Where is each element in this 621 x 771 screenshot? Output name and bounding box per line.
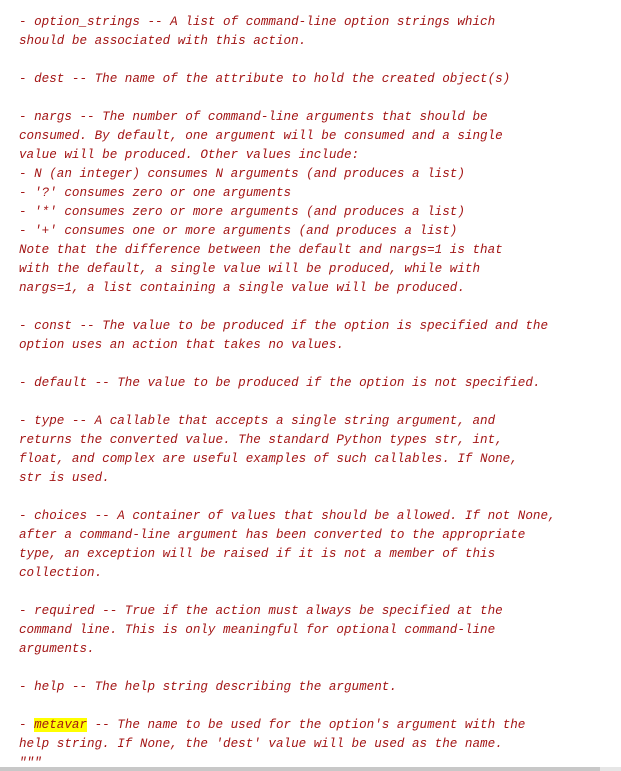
horizontal-scrollbar[interactable] xyxy=(0,767,621,771)
code-line: Note that the difference between the default and nargs=1 is that xyxy=(19,243,503,257)
code-line: float, and complex are useful examples of such callables. If None, xyxy=(19,452,518,466)
scrollbar-thumb[interactable] xyxy=(0,767,600,771)
code-line xyxy=(19,298,556,317)
code-line: value will be produced. Other values include: xyxy=(19,148,360,162)
code-line: - option_strings -- A list of command-line option strings which xyxy=(19,15,496,29)
code-line: - default -- The value to be produced if the option is not specified. xyxy=(19,376,541,390)
code-line: consumed. By default, one argument will be consumed and a single xyxy=(19,129,503,143)
search-highlight: metavar xyxy=(34,718,88,732)
code-line: - '*' consumes zero or more arguments (and produces a list) xyxy=(19,205,465,219)
code-line: type, an exception will be raised if it is not a member of this xyxy=(19,547,496,561)
code-line xyxy=(19,697,556,716)
code-line: - const -- The value to be produced if the option is specified and the xyxy=(19,319,549,333)
code-line: command line. This is only meaningful for optional command-line xyxy=(19,623,496,637)
code-line: should be associated with this action. xyxy=(19,34,307,48)
code-line xyxy=(19,488,556,507)
code-line: after a command-line argument has been converted to the appropriate xyxy=(19,528,526,542)
code-line-rest: -- The name to be used for the option's argument with the xyxy=(87,718,526,732)
code-line: collection. xyxy=(19,566,103,580)
code-line: help string. If None, the 'dest' value will be used as the name. xyxy=(19,737,503,751)
code-line: - '?' consumes zero or one arguments xyxy=(19,186,292,200)
code-line xyxy=(19,393,556,412)
code-line: - help -- The help string describing the argument. xyxy=(19,680,397,694)
code-line-metavar xyxy=(19,716,556,735)
code-line xyxy=(19,659,556,678)
code-line: str is used. xyxy=(19,471,110,485)
code-line: """ xyxy=(19,756,42,767)
code-line: - required -- True if the action must always be specified at the xyxy=(19,604,503,618)
code-line: - N (an integer) consumes N arguments (and produces a list) xyxy=(19,167,465,181)
code-line: arguments. xyxy=(19,642,95,656)
code-line: - choices -- A container of values that should be allowed. If not None, xyxy=(19,509,556,523)
code-line: - '+' consumes one or more arguments (and produces a list) xyxy=(19,224,458,238)
code-line-prefix: - xyxy=(19,718,35,732)
code-line xyxy=(19,355,556,374)
code-line: - type -- A callable that accepts a single string argument, and xyxy=(19,414,496,428)
code-line: - dest -- The name of the attribute to hold the created object(s) xyxy=(19,72,511,86)
code-line: option uses an action that takes no values. xyxy=(19,338,344,352)
code-line xyxy=(19,583,556,602)
code-line: - nargs -- The number of command-line arguments that should be xyxy=(19,110,488,124)
code-line xyxy=(19,51,556,70)
code-line: returns the converted value. The standard Python types str, int, xyxy=(19,433,503,447)
code-line: nargs=1, a list containing a single value will be produced. xyxy=(19,281,465,295)
code-line xyxy=(19,89,556,108)
code-line: with the default, a single value will be produced, while with xyxy=(19,262,481,276)
docstring-text xyxy=(19,13,556,767)
